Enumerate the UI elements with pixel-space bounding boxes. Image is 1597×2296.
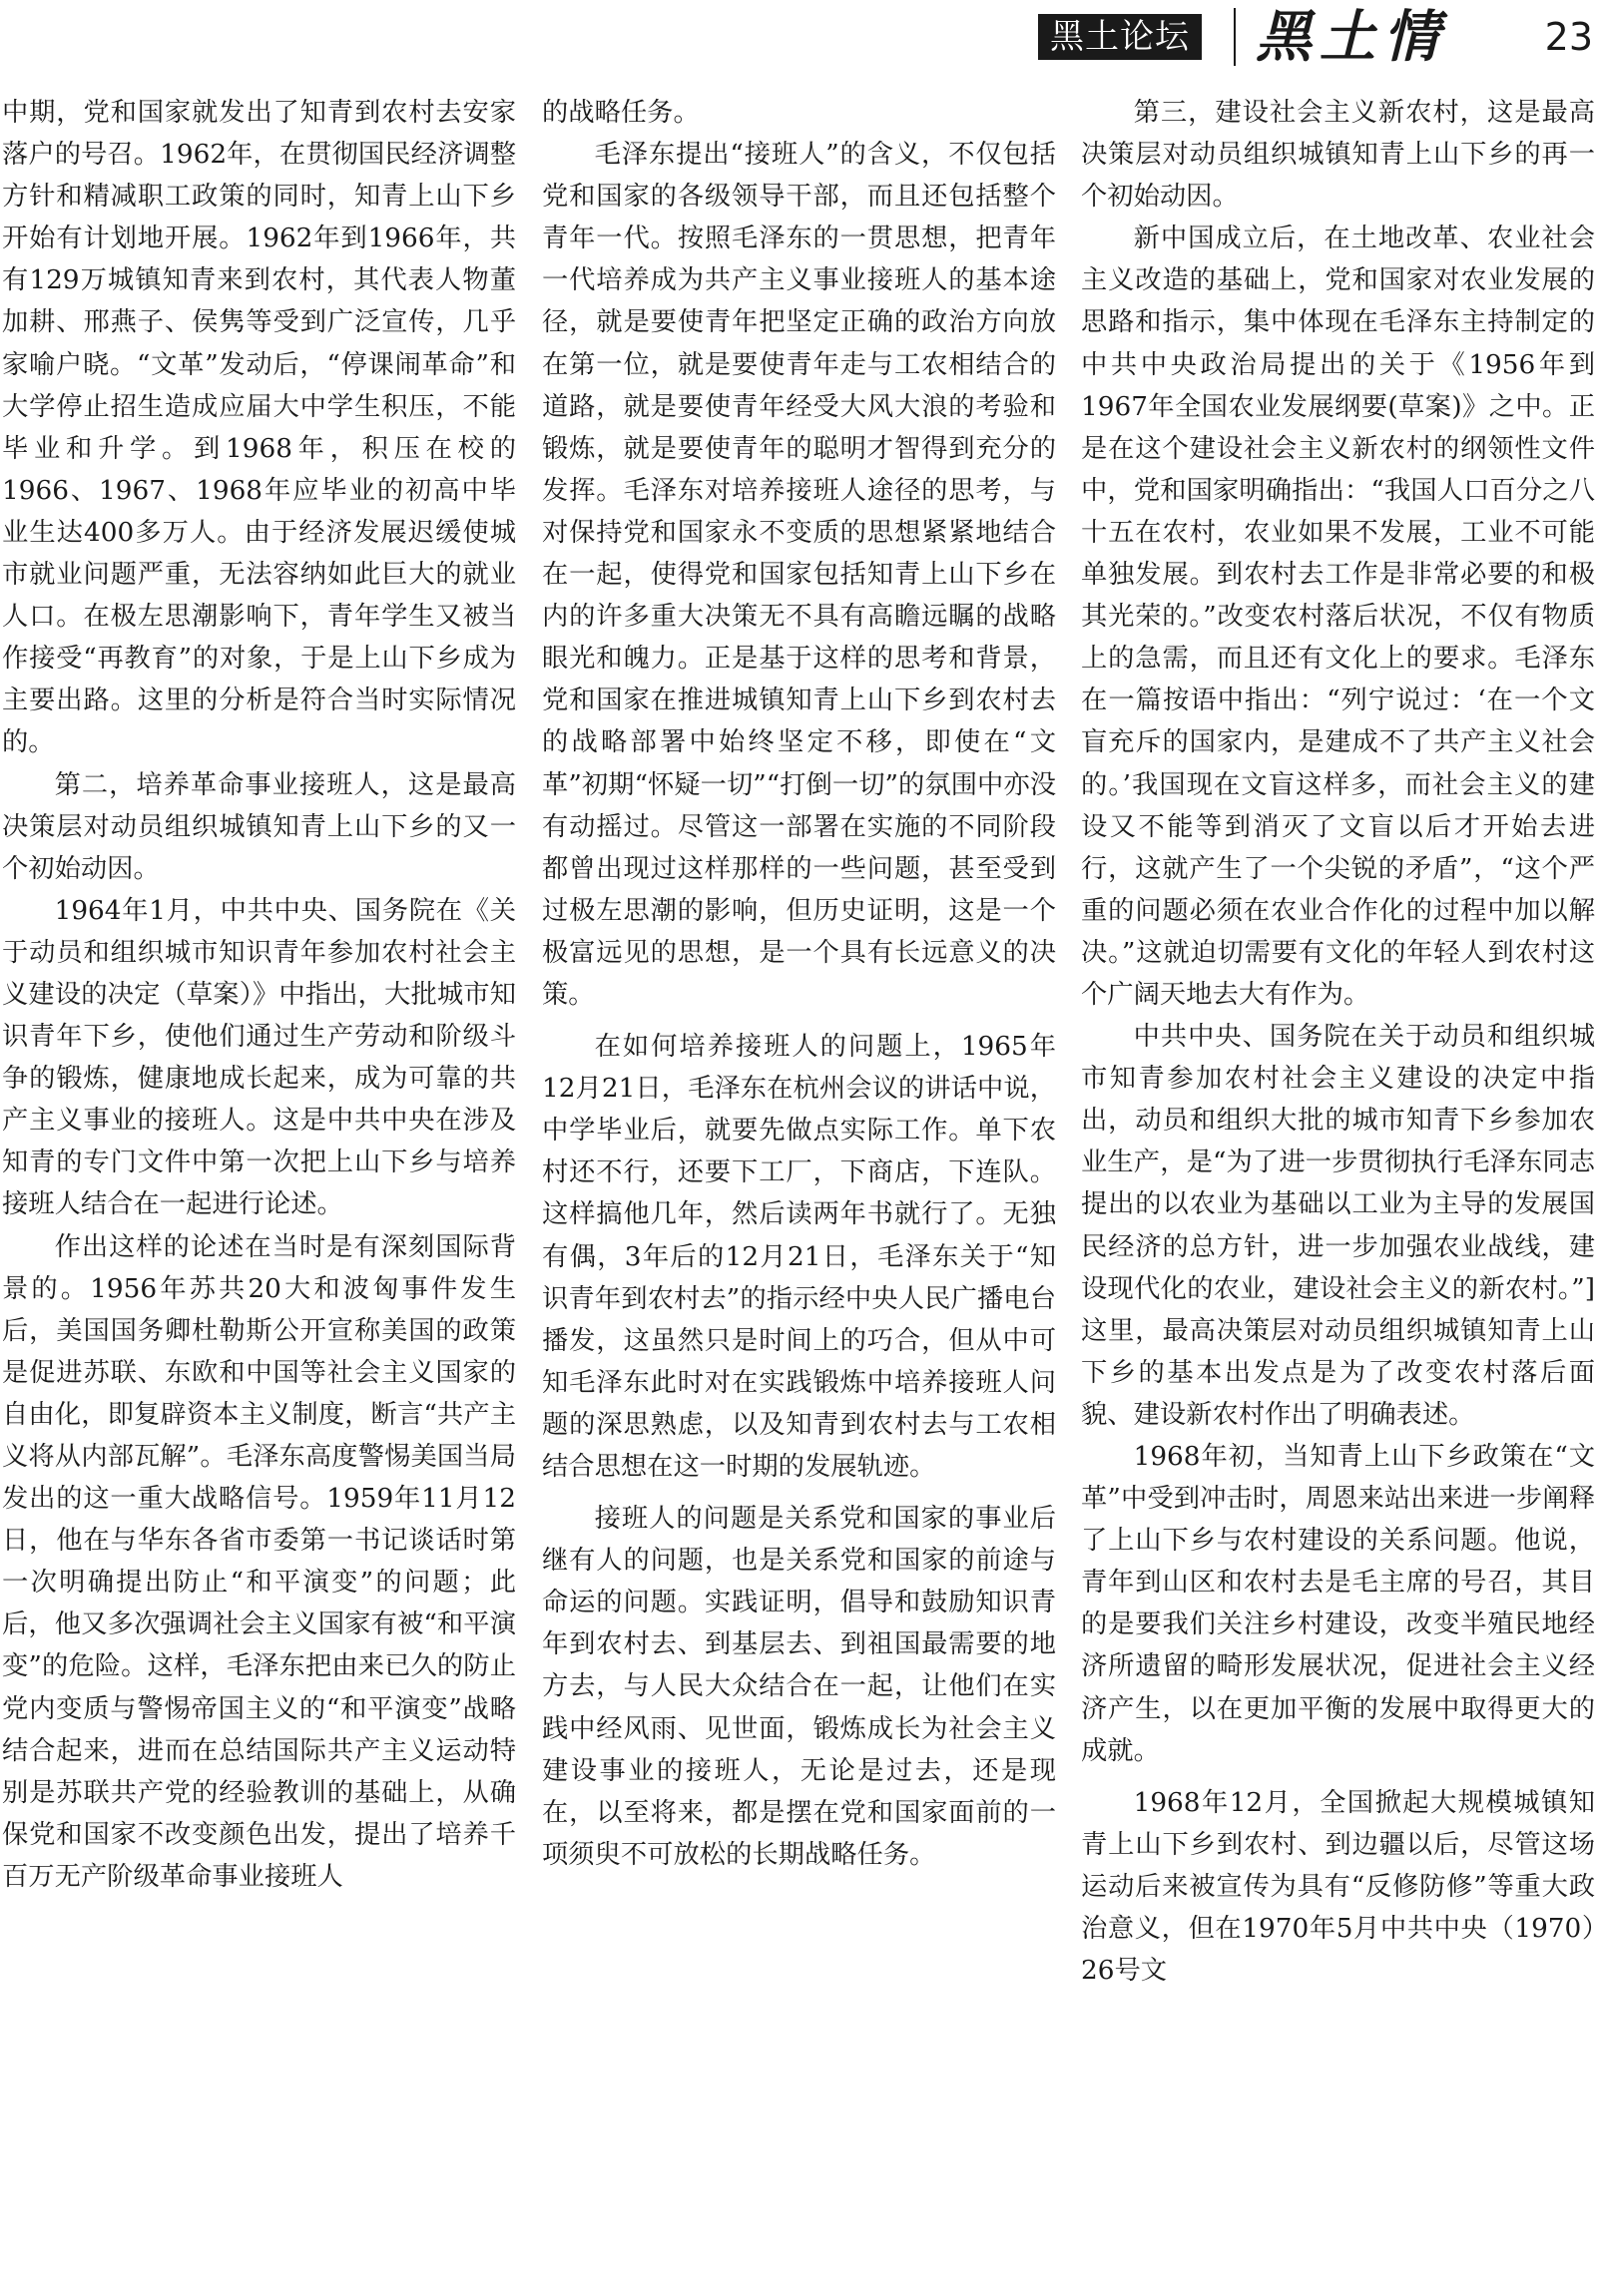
paragraph: 的战略任务。 [542, 98, 700, 128]
paragraph: 接班人的问题是关系党和国家的事业后继有人的问题，也是关系党和国家的前途与命运的问题。实践证明，倡导和鼓励知识青年到农村去、到基层去、到祖国最需要的地方去，与人民大众结合在一起，让他们在实践中经风雨、见世面，锻炼成长为社会主义建设事业的接班人，无论是过去，还是现在，以至将来，都是摆在党和国家面前的一项须臾不可放松的长期战略任务。 [542, 1504, 1056, 1870]
page-header [1038, 0, 1597, 78]
paragraph: 第三，建设社会主义新农村，这是最高决策层对动员组织城镇知青上山下乡的再一个初始动因。 [1081, 98, 1595, 213]
magazine-logo: 黑土情 [1256, 4, 1447, 70]
paragraph: 中共中央、国务院在关于动员和组织城市知青参加农村社会主义建设的决定中指出，动员和组织大批的城市知青下乡参加农业生产，是“为了进一步贯彻执行毛泽东同志提出的以农业为基础以工业为主导的发展国民经济的总方针，进一步加强农业战线，建设现代化的农业，建设社会主义的新农村。”]这里，最高决策层对动员组织城镇知青上山下乡的基本出发点是为了改变农村落后面貌、建设新农村作出了明确表述。 [1081, 1022, 1595, 1430]
paragraph: 1964年1月，中共中央、国务院在《关于动员和组织城市知识青年参加农村社会主义建设的决定（草案）》中指出，大批城市知识青年下乡，使他们通过生产劳动和阶级斗争的锻炼，健康地成长起来，成为可靠的共产主义事业的接班人。这是中共中央在涉及知青的专门文件中第一次把上山下乡与培养接班人结合在一起进行论述。 [2, 895, 516, 1220]
header-divider [1234, 8, 1236, 66]
text-column-1 [2, 92, 516, 2296]
paragraph: 在如何培养接班人的问题上，1965年12月21日，毛泽东在杭州会议的讲话中说，中学毕业后，就要先做点实际工作。单下农村还不行，还要下工厂，下商店，下连队。这样搞他几年，然后读两年书就行了。无独有偶，3年后的12月21日，毛泽东关于“知识青年到农村去”的指示经中央人民广播电台播发，这虽然只是时间上的巧合，但从中可知毛泽东此时对在实践锻炼中培养接班人问题的深思熟虑，以及知青到农村去与工农相结合思想在这一时期的发展轨迹。 [542, 1032, 1056, 1482]
page-number: 23 [1544, 15, 1593, 59]
paragraph: 第二，培养革命事业接班人，这是最高决策层对动员组织城镇知青上山下乡的又一个初始动因。 [2, 769, 516, 884]
paragraph: 新中国成立后，在土地改革、农业社会主义改造的基础上，党和国家对农业发展的思路和指示，集中体现在毛泽东主持制定的中共中央政治局提出的关于《1956年到1967年全国农业发展纲要(草案)》之中。正是在这个建设社会主义新农村的纲领性文件中，党和国家明确指出：“我国人口百分之八十五在农村，农业如果不发展，工业不可能单独发展。到农村去工作是非常必要的和极其光荣的。”改变农村落后状况，不仅有物质上的急需，而且还有文化上的要求。毛泽东在一篇按语中指出：“列宁说过：‘在一个文盲充斥的国家内，是建成不了共产主义社会的。’我国现在文盲这样多，而社会主义的建设又不能等到消灭了文盲以后才开始去进行，这就产生了一个尖锐的矛盾”，“这个严重的问题必须在农业合作化的过程中加以解决。”这就迫切需要有文化的年轻人到农村这个广阔天地去大有作为。 [1081, 224, 1595, 1010]
paragraph: 毛泽东提出“接班人”的含义，不仅包括党和国家的各级领导干部，而且还包括整个青年一代。按照毛泽东的一贯思想，把青年一代培养成为共产主义事业接班人的基本途径，就是要使青年把坚定正确的政治方向放在第一位，就是要使青年走与工农相结合的道路，就是要使青年经受大风大浪的考验和锻炼，就是要使青年的聪明才智得到充分的发挥。毛泽东对培养接班人途径的思考，与对保持党和国家永不变质的思想紧紧地结合在一起，使得党和国家包括知青上山下乡在内的许多重大决策无不具有高瞻远瞩的战略眼光和魄力。正是基于这样的思考和背景，党和国家在推进城镇知青上山下乡到农村去的战略部署中始终坚定不移，即使在“文革”初期“怀疑一切”“打倒一切”的氛围中亦没有动摇过。尽管这一部署在实施的不同阶段都曾出现过这样那样的一些问题，甚至受到过极左思潮的影响，但历史证明，这是一个极富远见的思想，是一个具有长远意义的决策。 [542, 140, 1056, 1010]
text-column-2 [542, 92, 1056, 2296]
paragraph: 1968年12月，全国掀起大规模城镇知青上山下乡到农村、到边疆以后，尽管这场运动后来被宣传为具有“反修防修”等重大政治意义，但在1970年5月中共中央（1970）26号文 [1081, 1787, 1595, 1987]
paragraph: 中期，党和国家就发出了知青到农村去安家落户的号召。1962年，在贯彻国民经济调整方针和精减职工政策的同时，知青上山下乡开始有计划地开展。1962年到1966年，共有129万城镇知青来到农村，其代表人物董加耕、邢燕子、侯隽等受到广泛宣传，几乎家喻户晓。“文革”发动后，“停课闹革命”和大学停止招生造成应届大中学生积压，不能毕业和升学。到1968年，积压在校的1966、1967、1968年应毕业的初高中毕业生达400多万人。由于经济发展迟缓使城市就业问题严重，无法容纳如此巨大的就业人口。在极左思潮影响下，青年学生又被当作接受“再教育”的对象，于是上山下乡成为主要出路。这里的分析是符合当时实际情况的。 [2, 98, 516, 758]
paragraph: 1968年初，当知青上山下乡政策在“文革”中受到冲击时，周恩来站出来进一步阐释了上山下乡与农村建设的关系问题。他说，青年到山区和农村去是毛主席的号召，其目的是要我们关注乡村建设，改变半殖民地经济所遗留的畸形发展状况，促进社会主义经济产生，以在更加平衡的发展中取得更大的成就。 [1081, 1442, 1595, 1766]
text-column-3 [1081, 92, 1595, 2296]
paragraph: 作出这样的论述在当时是有深刻国际背景的。1956年苏共20大和波匈事件发生后，美国国务卿杜勒斯公开宣称美国的政策是促进苏联、东欧和中国等社会主义国家的自由化，即复辟资本主义制度，断言“共产主义将从内部瓦解”。毛泽东高度警惕美国当局发出的这一重大战略信号。1959年11月12日，他在与华东各省市委第一书记谈话时第一次明确提出防止“和平演变”的问题；此后，他又多次强调社会主义国家有被“和平演变”的危险。这样，毛泽东把由来已久的防止党内变质与警惕帝国主义的“和平演变”战略结合起来，进而在总结国际共产主义运动特别是苏联共产党的经验教训的基础上，从确保党和国家不改变颜色出发，提出了培养千百万无产阶级革命事业接班人 [2, 1231, 516, 1892]
article-body [0, 92, 1597, 2296]
section-tag: 黑土论坛 [1038, 14, 1202, 60]
